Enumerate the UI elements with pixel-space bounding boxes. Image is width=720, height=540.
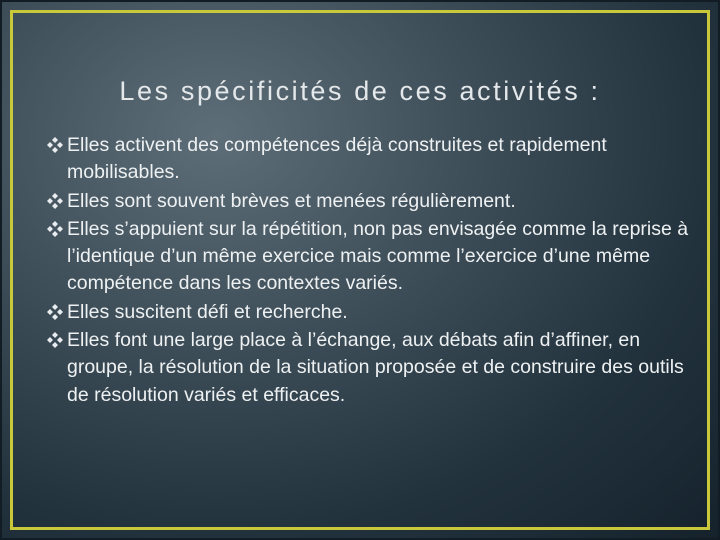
list-item [46,216,696,298]
bullet-list [46,132,696,410]
bullet-text: Elles sont souvent brèves et menées régulièrement. [67,189,516,212]
diamond-bullet-icon [46,220,64,238]
bullet-text: Elles suscitent défi et recherche. [67,300,348,323]
slide-title: Les spécificités de ces activités : [119,76,601,106]
diamond-bullet-icon [46,331,64,349]
list-item [46,299,696,326]
bullet-text: Elles s’appuient sur la répétition, non pas envisagée comme la reprise à l’identique d’un même exercice mais comme l’exercice d’une même compétence dans les contextes variés. [67,217,689,295]
bullet-text: Elles activent des compétences déjà construites et rapidement mobilisables. [67,134,607,184]
list-item [46,132,696,187]
list-item [46,188,696,215]
list-item [46,327,696,409]
diamond-bullet-icon [46,136,64,154]
diamond-bullet-icon [46,303,64,321]
bullet-text: Elles font une large place à l’échange, aux débats afin d’affiner, en groupe, la résolution de la situation proposée et de construire des outils de résolution variés et efficaces. [67,329,684,406]
diamond-bullet-icon [46,192,64,210]
